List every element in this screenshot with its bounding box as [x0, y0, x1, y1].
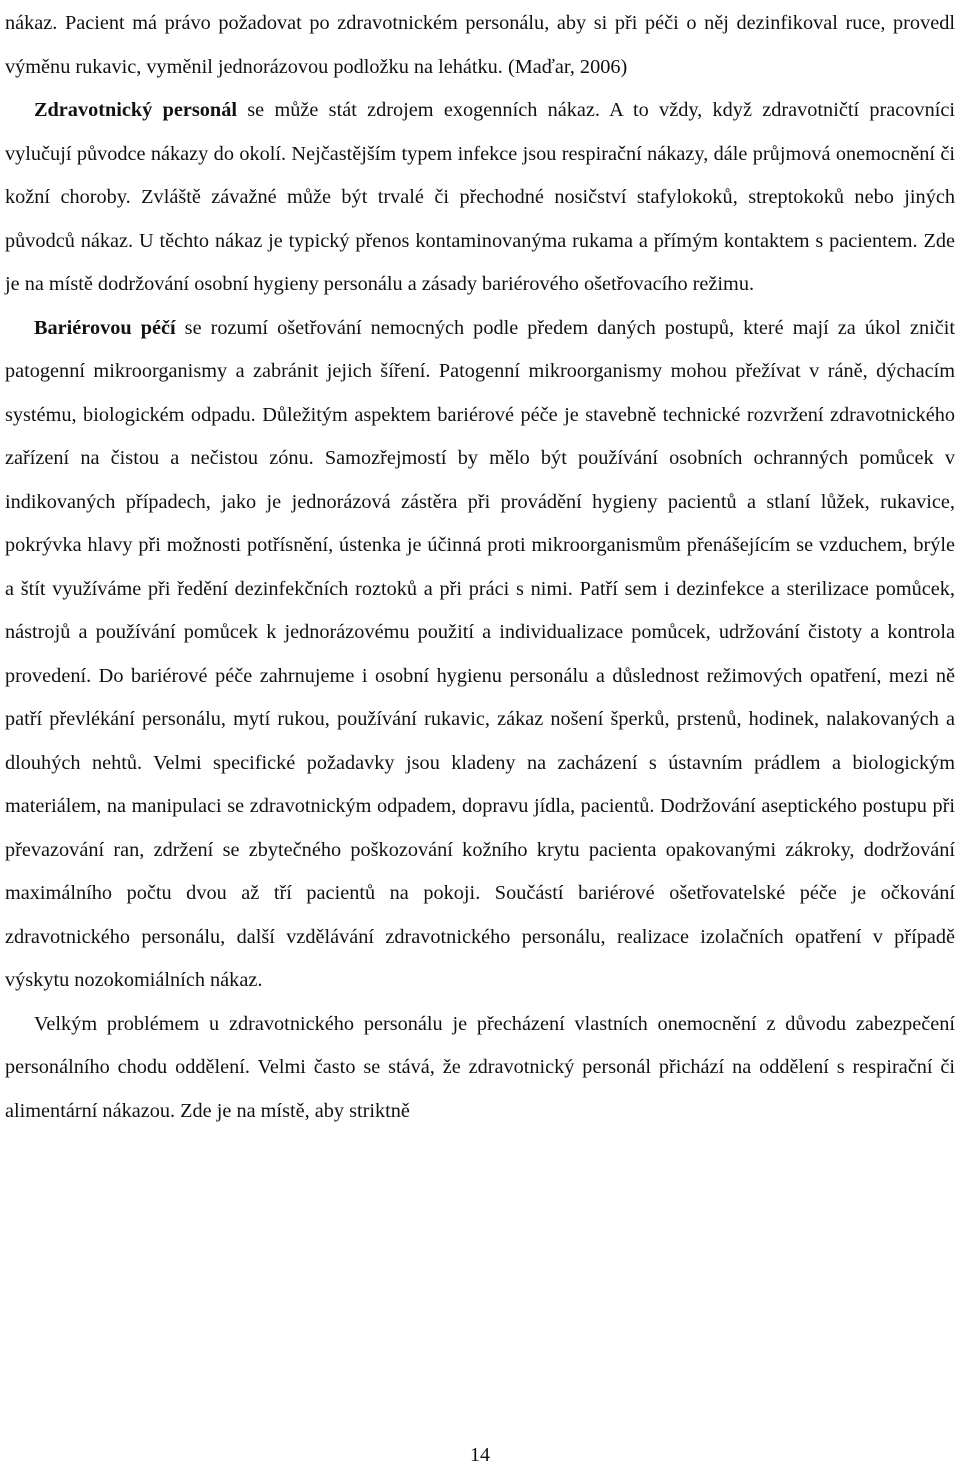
paragraph-3-bold-term: Bariérovou péčí [34, 316, 176, 339]
paragraph-3 [5, 307, 955, 1003]
paragraph-3-text: se rozumí ošetřování nemocných podle předem daných postupů, které mají za úkol zničit patogenní mikroorganismy a zabránit jejich šíření. Patogenní mikroorganismy mohou přežívat v ráně, dýchacím systému, biologickém odpadu. Důležitým aspektem bariérové péče je stavebně technické rozvržení zdravotnického zařízení na čistou a nečistou zónu. Samozřejmostí by mělo být používání osobních ochranných pomůcek v indikovaných případech, jako je jednorázová zástěra při provádění hygieny pacientů a stlaní lůžek, rukavice, pokrývka hlavy při možnosti potřísnění, ústenka je účinná proti mikroorganismům přenášejícím se vzduchem, brýle a štít využíváme při ředění dezinfekčních roztoků a při práci s nimi. Patří sem i dezinfekce a sterilizace pomůcek, nástrojů a používání pomůcek k jednorázovému použití a individualizace pomůcek, udržování čistoty a kontrola provedení. Do bariérové péče zahrnujeme i osobní hygienu personálu a důslednost režimových opatření, mezi ně patří převlékání personálu, mytí rukou, používání rukavic, zákaz nošení šperků, prstenů, hodinek, nalakovaných a dlouhých nehtů. Velmi specifické požadavky jsou kladeny na zacházení s ústavním prádlem a biologickým materiálem, na manipulaci se zdravotnickým odpadem, dopravu jídla, pacientů. Dodržování aseptického postupu při převazování ran, zdržení se zbytečného poškozování kožního krytu pacienta opakovanými zákroky, dodržování maximálního počtu dvou až tří pacientů na pokoji. Součástí bariérové ošetřovatelské péče je očkování zdravotnického personálu, další vzdělávání zdravotnického personálu, realizace izolačních opatření v případě výskytu nozokomiálních nákaz. [5, 316, 955, 991]
paragraph-1-text: nákaz. Pacient má právo požadovat po zdravotnickém personálu, aby si při péči o něj dezinfikoval ruce, provedl výměnu rukavic, vyměnil jednorázovou podložku na lehátku. (Maďar, 2006) [5, 12, 955, 78]
paragraph-2-bold-term: Zdravotnický personál [34, 99, 237, 121]
page-number: 14 [470, 1444, 490, 1466]
body-text [5, 2, 955, 1133]
paragraph-2-text: se může stát zdrojem exogenních nákaz. A to vždy, když zdravotničtí pracovníci vylučují původce nákazy do okolí. Nejčastějším typem infekce jsou respirační nákazy, dále průjmová onemocnění či kožní choroby. Zvláště závažné může být trvalé či přechodné nosičství stafylokoků, streptokoků nebo jiných původců nákaz. U těchto nákaz je typický přenos kontaminovanýma rukama a přímým kontaktem s pacientem. Zde je na místě dodržování osobní hygieny personálu a zásady bariérového ošetřovacího režimu. [5, 99, 955, 295]
paragraph-4-text: Velkým problémem u zdravotnického personálu je přecházení vlastních onemocnění z důvodu zabezpečení personálního chodu oddělení. Velmi často se stává, že zdravotnický personál přichází na oddělení s respirační či alimentární nákazou. Zde je na místě, aby striktně [5, 1012, 955, 1122]
paragraph-4 [5, 1003, 955, 1134]
paragraph-2 [5, 89, 955, 307]
paragraph-1 [5, 2, 955, 89]
